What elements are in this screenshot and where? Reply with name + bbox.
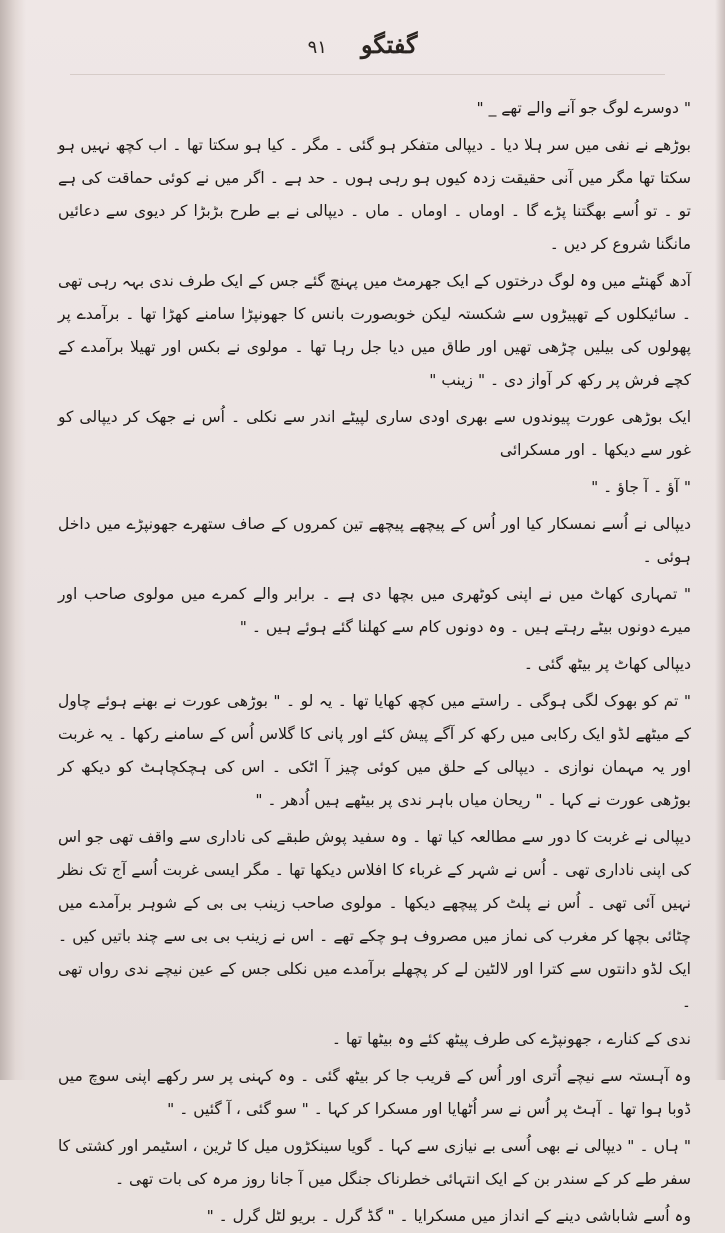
paragraph: " تمہاری کھاٹ میں نے اپنی کوٹھری میں بچھا دی ہے ۔ برابر والے کمرے میں مولوی صاحب اور میرے دونوں بیٹے رہتے ہیں ۔ وہ دونوں کام سے کھلنا گئے ہوئے ہیں ۔ " (58, 585, 691, 636)
paragraph: بوڑھے نے نفی میں سر ہلا دیا ۔ دیپالی متفکر ہو گئی ۔ مگر ۔ کیا ہو سکتا تھا ۔ اب کچھ نہیں ہو سکتا تھا مگر میں آنی حقیقت زدہ کیوں ہو رہی ہوں ۔ حد ہے ۔ اگر میں نے کوئی حماقت کی ہے تو ۔ تو اُسے بھگتنا پڑے گا ۔ اوماں ۔ اوماں ۔ ماں ۔ دیپالی نے بے طرح بڑبڑا کر دیوی سے دعائیں مانگنا شروع کر دیں ۔ (58, 136, 691, 253)
paragraph: " ہاں ۔ " دیپالی نے بھی اُسی بے نیازی سے کہا ۔ گویا سینکڑوں میل کا ٹرین ، اسٹیمر اور کشتی کا سفر طے کر کے سندر بن کے ایک انتہائی خطرناک جنگل میں آ جانا روز مرہ کی بات تھی ۔ (58, 1137, 691, 1188)
paragraph: دیپالی نے اُسے نمسکار کیا اور اُس کے پیچھے پیچھے تین کمروں کے صاف ستھرے جھونپڑے میں داخل ہوئی ۔ (58, 515, 691, 566)
paragraph: وہ اُسے شاباشی دینے کے انداز میں مسکرایا ۔ " گڈ گرل ۔ بریو لٹل گرل ۔ " (206, 1207, 691, 1225)
running-head (0, 30, 725, 59)
header-divider (70, 74, 665, 75)
paragraph: " تم کو بھوک لگی ہوگی ۔ راستے میں کچھ کھایا تھا ۔ یہ لو ۔ " بوڑھی عورت نے بھنے ہوئے چاول کے میٹھے لڈو ایک رکابی میں رکھ کر آگے پیش کئے اور پانی کا گلاس اُس کے سامنے رکھا ۔ یہ غربت اور یہ مہمان نوازی ۔ دیپالی کے حلق میں کوئی چیز آ اٹکی ۔ اس کی ہچکچاہٹ کو دیکھ کر بوڑھی عورت نے کہا ۔ " ریحان میاں باہر ندی پر بیٹھے ہیں اُدھر ۔ " (58, 692, 691, 809)
paragraph: آدھ گھنٹے میں وہ لوگ درختوں کے ایک جھرمٹ میں پہنچ گئے جس کے ایک طرف ندی بہہ رہی تھی ۔ سائیکلوں کے تھپیڑوں سے شکستہ لیکن خوبصورت بانس کا جھونپڑا سامنے کھڑا تھا ۔ برآمدے پر پھولوں کی بیلیں چڑھی تھیں اور طاق میں دیا جل رہا تھا ۔ مولوی نے بکس اور تھیلا برآمدے کے کچے فرش پر رکھ کر آواز دی ۔ " زینب " (58, 272, 691, 389)
paragraph: " آؤ ۔ آ جاؤ ۔ " (591, 478, 691, 496)
paragraph: ندی کے کنارے ، جھونپڑے کی طرف پیٹھ کئے وہ بیٹھا تھا ۔ (331, 1030, 691, 1048)
chapter-title: گفتگو (360, 30, 418, 59)
paragraph: دیپالی نے غربت کا دور سے مطالعہ کیا تھا ۔ وہ سفید پوش طبقے کی ناداری سے واقف تھی جو اس کی اپنی ناداری تھی ۔ اُس نے شہر کے غرباء کا افلاس دیکھا تھا ۔ مگر ایسی غربت اُسے آج تک نظر نہیں آئی تھی ۔ اُس نے پلٹ کر پیچھے دیکھا ۔ مولوی صاحب زینب بی بی کے شوہر برآمدے میں چٹائی بچھا کر مغرب کی نماز میں مصروف ہو چکے تھے ۔ اس نے زینب بی بی سے چند باتیں کیں ۔ ایک لڈو دانتوں سے کترا اور لالٹین لے کر پچھلے برآمدے میں نکلی جس کے عین نیچے ندی رواں تھی ۔ (58, 828, 691, 1011)
paragraph: دیپالی کھاٹ پر بیٹھ گئی ۔ (523, 655, 691, 673)
paragraph: ایک بوڑھی عورت پیوندوں سے بھری اودی ساری لپیٹے اندر سے نکلی ۔ اُس نے جھک کر دیپالی کو غور سے دیکھا ۔ اور مسکرائی (58, 408, 691, 459)
body-text (58, 92, 691, 1225)
paragraph: " دوسرے لوگ جو آنے والے تھے _ " (476, 99, 691, 117)
page-number: ۹۱ (307, 37, 327, 58)
paragraph: وہ آہستہ سے نیچے اُتری اور اُس کے قریب جا کر بیٹھ گئی ۔ وہ کہنی پر سر رکھے اپنی سوچ میں ڈوبا ہوا تھا ۔ آہٹ پر اُس نے سر اُٹھایا اور مسکرا کر کہا ۔ " سو گئی ، آ گئیں ۔ " (58, 1067, 691, 1118)
